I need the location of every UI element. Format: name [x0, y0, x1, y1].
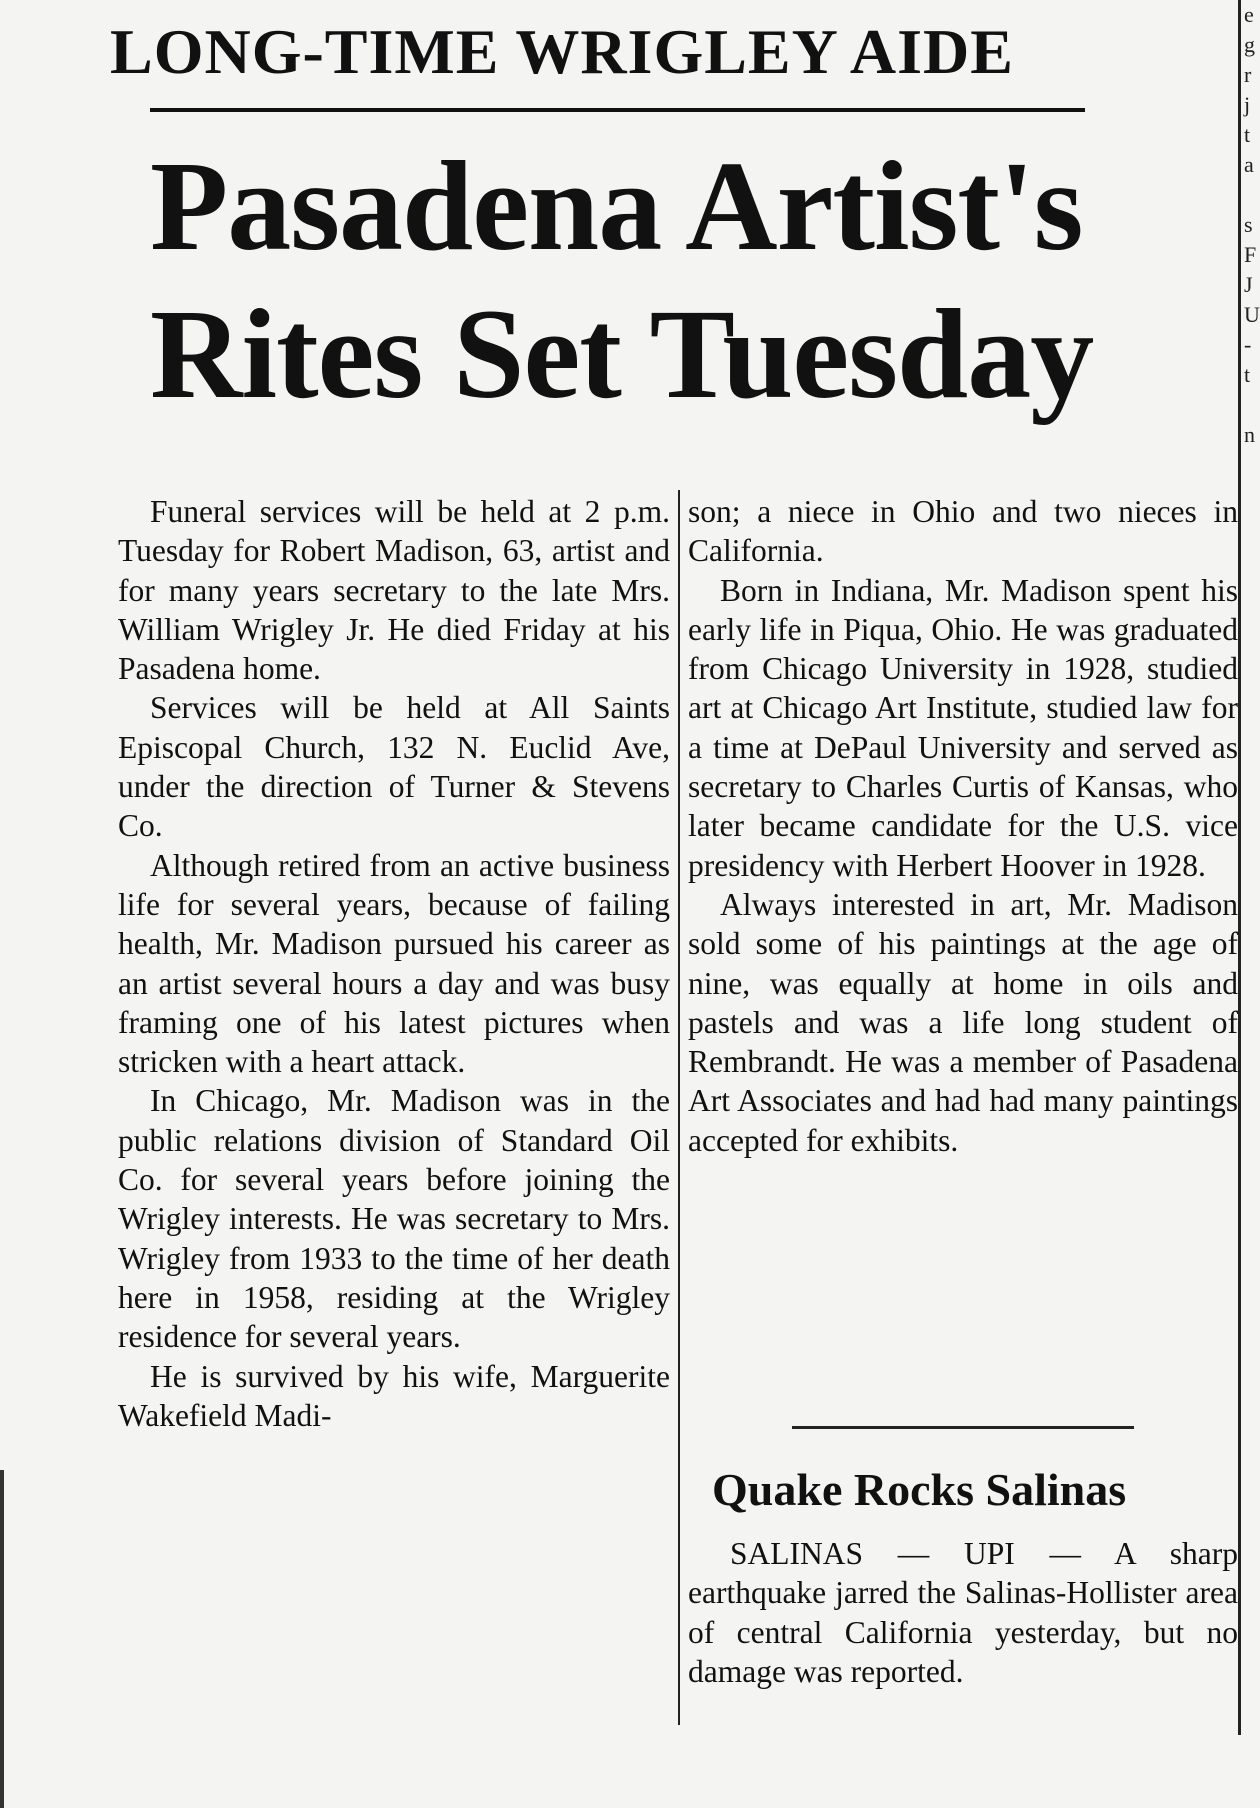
- paragraph: SALINAS — UPI — A sharp earthquake jarred the Salinas-Hollister area of central California yesterday, but no damage was reported.: [688, 1536, 1238, 1689]
- fragment-letter: [1244, 390, 1256, 420]
- story-separator-rule: [792, 1426, 1134, 1429]
- fragment-letter: t: [1244, 122, 1251, 147]
- fragment-letter: J: [1244, 272, 1253, 297]
- sidebar-headline: Quake Rocks Salinas: [712, 1464, 1127, 1515]
- headline-line-1: Pasadena Artist's: [150, 135, 1083, 277]
- fragment-letter: F: [1244, 242, 1257, 267]
- paragraph: In Chicago, Mr. Madison was in the public relations division of Standard Oil Co. for several years before joining the Wrigley interests. He was secretary to Mrs. Wrigley from 1933 to the time of her death here in 1958, residing at the Wrigley residence for several years.: [118, 1083, 670, 1355]
- fragment-letter: n: [1244, 422, 1255, 447]
- fragment-letter: j: [1244, 92, 1251, 117]
- kicker-headline: LONG-TIME WRIGLEY AIDE: [110, 16, 1014, 87]
- kicker-rule: [150, 108, 1085, 112]
- fragment-letter: s: [1244, 212, 1253, 237]
- paragraph: Although retired from an active business life for several years, because of failing health, Mr. Madison pursued his career as an artist several hours a day and was busy framing one of his latest pictures when stricken with a heart attack.: [118, 847, 670, 1080]
- paragraph: He is survived by his wife, Marguerite Wakefield Madi-: [118, 1358, 670, 1433]
- fragment-letter: e: [1244, 2, 1254, 27]
- adjacent-column-fragment: [1244, 0, 1260, 900]
- paragraph: Funeral services will be held at 2 p.m. Tuesday for Robert Madison, 63, artist and for many years secretary to the late Mrs. William Wrigley Jr. He died Friday at his Pasadena home.: [118, 494, 670, 687]
- fragment-letter: g: [1244, 32, 1255, 57]
- left-edge-rule: [0, 1470, 4, 1808]
- paragraph: son; a niece in Ohio and two nieces in California.: [688, 494, 1238, 569]
- fragment-letter: [1244, 180, 1256, 210]
- fragment-letter: r: [1244, 62, 1252, 87]
- column-divider: [678, 490, 680, 1725]
- fragment-letter: a: [1244, 152, 1254, 177]
- fragment-letter: t: [1244, 362, 1251, 387]
- paragraph: Always interested in art, Mr. Madison sold some of his paintings at the age of nine, was equally at home in oils and pastels and was a life long student of Rembrandt. He was a member of Pasadena Art Associates and had had many paintings accepted for exhibits.: [688, 886, 1238, 1158]
- main-headline: [150, 132, 1150, 428]
- paragraph: Services will be held at All Saints Episcopal Church, 132 N. Euclid Ave, under the direction of Turner & Stevens Co.: [118, 690, 670, 844]
- fragment-letter: U: [1244, 302, 1260, 327]
- sidebar-story-body: [688, 1534, 1238, 1691]
- page-edge-rule: [1238, 0, 1241, 1735]
- left-column: [118, 492, 670, 1435]
- fragment-letter: -: [1244, 332, 1252, 357]
- paragraph: Born in Indiana, Mr. Madison spent his early life in Piqua, Ohio. He was graduated from Chicago University in 1928, studied art at Chicago Art Institute, studied law for a time at DePaul University and served as secretary to Charles Curtis of Kansas, who later became candidate for the U.S. vice presidency with Herbert Hoover in 1928.: [688, 572, 1238, 883]
- right-column: [688, 492, 1238, 1160]
- headline-line-2: Rites Set Tuesday: [150, 283, 1094, 425]
